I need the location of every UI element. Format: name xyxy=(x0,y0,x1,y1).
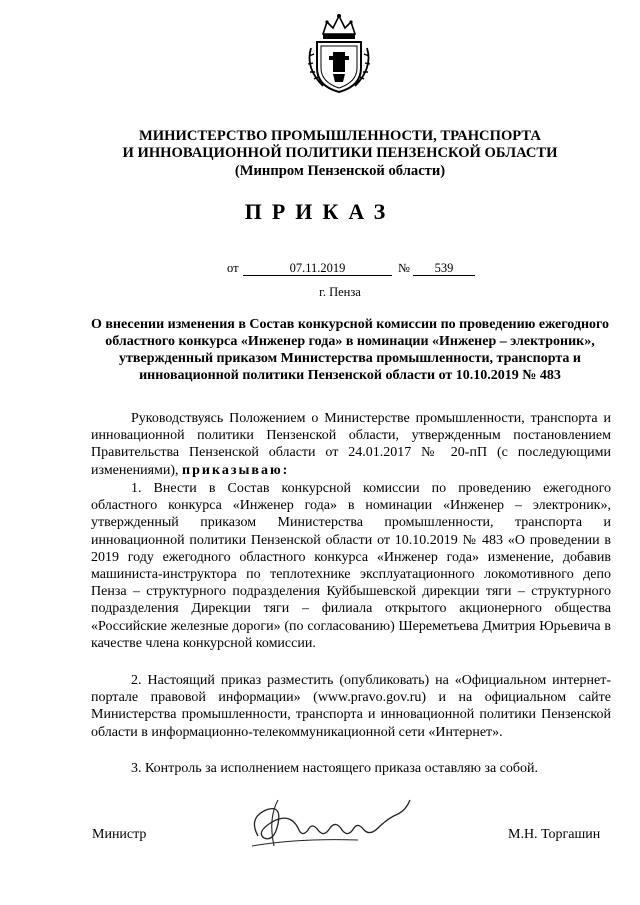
ministry-title-line2: И ИННОВАЦИОННОЙ ПОЛИТИКИ ПЕНЗЕНСКОЙ ОБЛАСТИ xyxy=(122,145,558,161)
document-number: 539 xyxy=(413,261,475,276)
date-label: от xyxy=(227,261,239,275)
order-item-1: 1. Внести в Состав конкурсной комиссии по проведению ежегодного областного конкурса «Инженер года» в номинации «Инженер – электроник», утвержденный приказом Министерства промышленности, транспорта и инновационной политики Пензенской области от 10.10.2019 № 483 «О проведении в 2019 году ежегодного областного конкурса «Инженер года» изменение, добавив машиниста-инструктора по теплотехнике эксплуатационного локомотивного депо Пенза – структурного подразделения Куйбышевской дирекции тяги – структурного подразделения Дирекции тяги – филиала открытого акционерного общества «Российские железные дороги» (по согласованию) Шереметьева Дмитрия Юрьевича в качестве члена конкурсной комиссии. xyxy=(91,481,611,651)
preamble-paragraph xyxy=(91,410,611,479)
order-item-3: 3. Контроль за исполнением настоящего приказа оставляю за собой. xyxy=(131,761,539,776)
document-type-heading: ПРИКАЗ xyxy=(244,199,396,224)
order-item-2: 2. Настоящий приказ разместить (опубликовать) на «Официальном интернет-портале правовой информации» (www.pravo.gov.ru) и на официальном сайте Министерства промышленности, транспорта и инновационной политики Пензенской области в информационно-телекоммуникационной сети «Интернет». xyxy=(91,673,611,740)
document-subject: О внесении изменения в Состав конкурсной комиссии по проведению ежегодного областного конкурса «Инженер года» в номинации «Инженер – электроник», утвержденный приказом Министерства промышленности, транспорта и инновационной политики Пензенской области от 10.10.2019 № 483 xyxy=(90,317,610,383)
preamble-text: Руководствуясь Положением о Министерстве промышленности, транспорта и инновационной политики Пензенской области, утвержденным постановлением Правительства Пензенской области от 24.01.2017 № 20-пП (с последующими изменениями), xyxy=(91,411,611,478)
number-label: № xyxy=(398,261,410,275)
handwritten-signature xyxy=(238,788,418,858)
signer-position: Министр xyxy=(92,827,147,842)
ministry-title-line1: МИНИСТЕРСТВО ПРОМЫШЛЕННОСТИ, ТРАНСПОРТА xyxy=(139,128,541,144)
order-word: приказываю: xyxy=(182,462,290,478)
penza-coat-of-arms-icon xyxy=(303,12,375,94)
ministry-short-name: (Минпром Пензенской области) xyxy=(234,163,446,179)
signer-name: М.Н. Торгашин xyxy=(508,827,601,842)
city-label: г. Пенза xyxy=(319,285,361,299)
document-date: 07.11.2019 xyxy=(243,261,392,276)
